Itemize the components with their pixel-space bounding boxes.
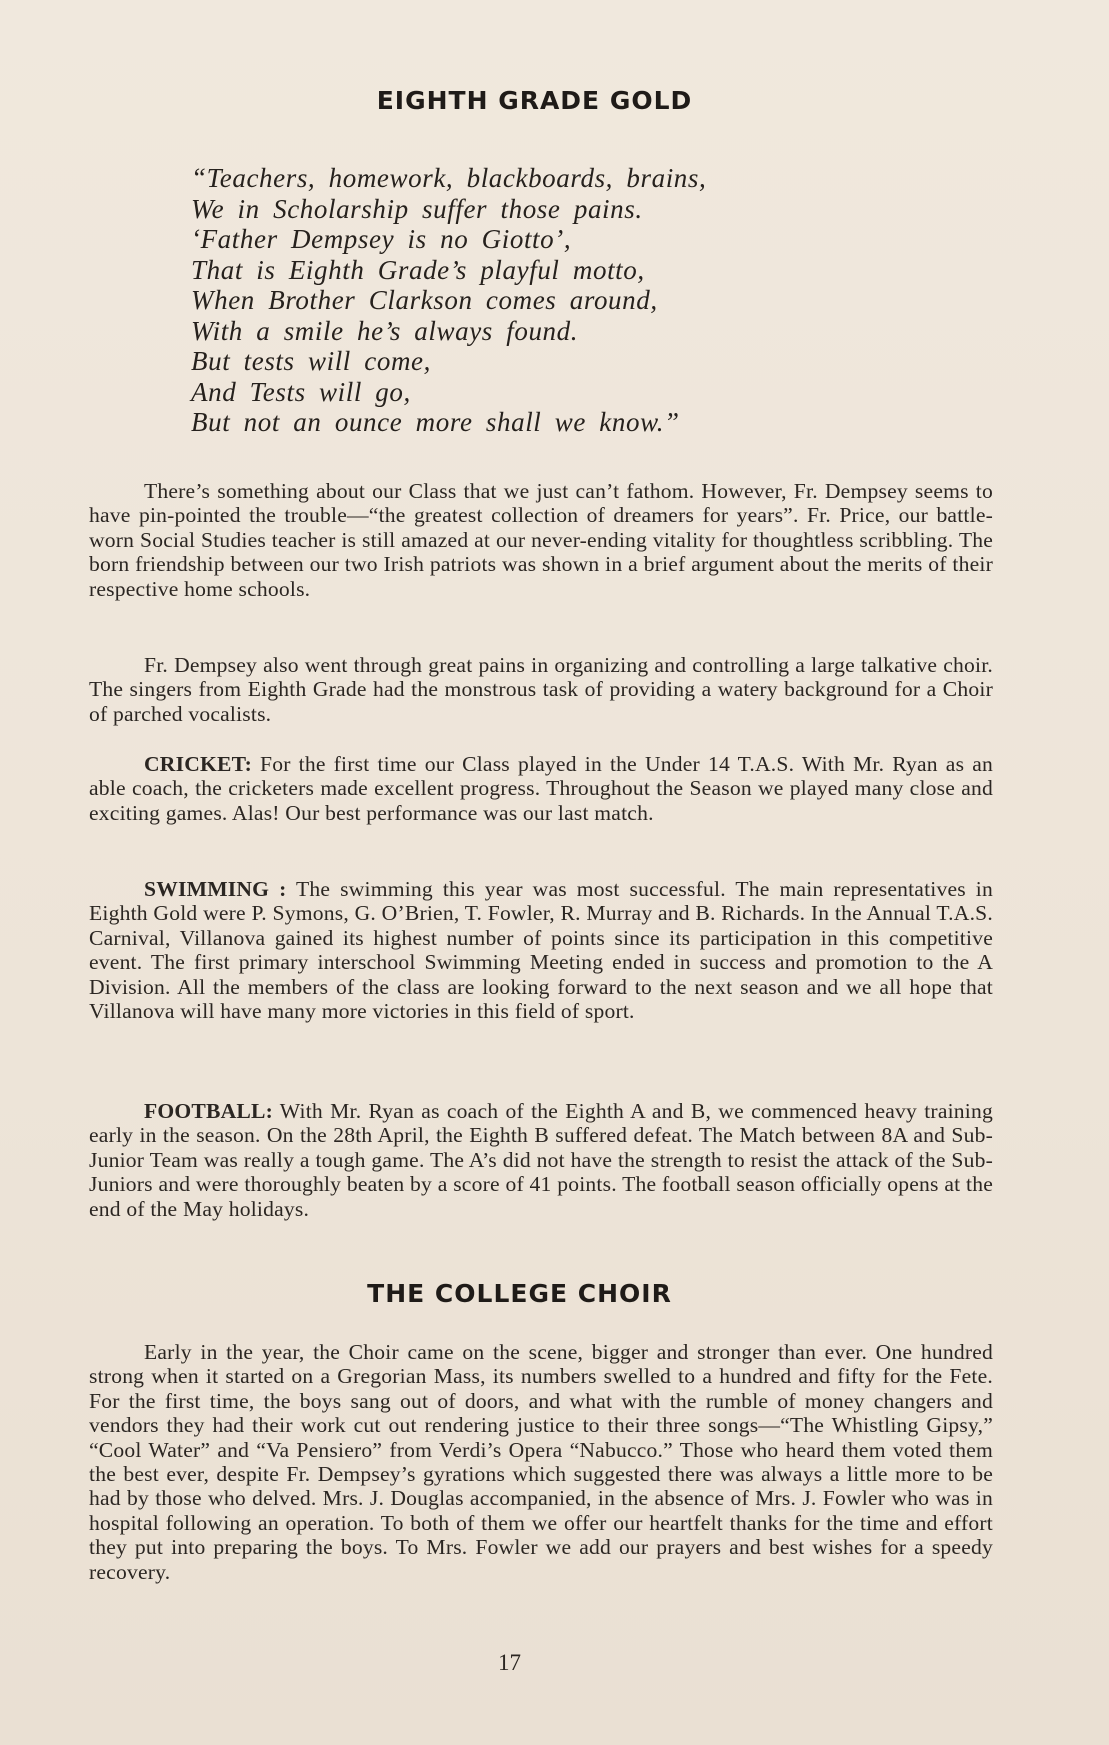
paragraph-cricket bbox=[89, 752, 993, 825]
paragraph-text: There’s something about our Class that we just can’t fathom. However, Fr. Dempsey seems to have pin-pointed the trouble—“the greatest collection of dreamers for years”. Fr. Price, our battle-worn Social Studies teacher is still amazed at our never-ending vitality for thoughtless scribbling. The born friendship between our two Irish patriots was shown in a brief argument about the merits of their respective home schools. bbox=[89, 479, 993, 601]
poem-line: But tests will come, bbox=[191, 346, 431, 376]
poem-line: When Brother Clarkson comes around, bbox=[191, 285, 658, 315]
paragraph-lead-swimming: SWIMMING : bbox=[144, 877, 287, 901]
paragraph-lead-cricket: CRICKET: bbox=[144, 752, 252, 776]
paragraph-college-choir bbox=[89, 1340, 993, 1584]
paragraph-choir-singers bbox=[89, 653, 993, 726]
paragraph-lead-football: FOOTBALL: bbox=[144, 1099, 273, 1123]
poem-line: “Teachers, homework, blackboards, brains, bbox=[191, 163, 707, 193]
poem-line: That is Eighth Grade’s playful motto, bbox=[191, 254, 645, 285]
section-title-college-choir: THE COLLEGE CHOIR bbox=[367, 1279, 672, 1308]
paragraph-text: Early in the year, the Choir came on the scene, bigger and stronger than ever. One hundred strong when it started on a Gregorian Mass, its numbers swelled to a hundred and fifty for the Fete. For the first time, the boys sang out of doors, and what with the rumble of money changers and vendors they had their work cut out rendering justice to their three songs—“The Whistling Gipsy,” “Cool Water” and “Va Pensiero” from Verdi’s Opera “Nabucco.” Those who heard them voted them the best ever, despite Fr. Dempsey’s gyrations which suggested there was always a little more to be had by those who delved. Mrs. J. Douglas accompanied, in the absence of Mrs. J. Fowler who was in hospital following an operation. To both of them we offer our heartfelt thanks for the time and effort they put into preparing the boys. To Mrs. Fowler we add our prayers and best wishes for a speedy recovery. bbox=[89, 1340, 993, 1584]
section-title-eighth-grade-gold: EIGHTH GRADE GOLD bbox=[376, 86, 693, 115]
paragraph-swimming bbox=[89, 877, 993, 1023]
page-number: 17 bbox=[498, 1650, 521, 1675]
paragraph-text: With Mr. Ryan as coach of the Eighth A and B, we commenced heavy training early in the season. On the 28th April, the Eighth B suffered defeat. The Match between 8A and Sub-Junior Team was really a tough game. The A’s did not have the strength to resist the attack of the Sub-Juniors and were thoroughly beaten by a score of 41 points. The football season officially opens at the end of the May holidays. bbox=[89, 1099, 993, 1221]
poem bbox=[191, 163, 706, 438]
paragraph-text: For the first time our Class played in the Under 14 T.A.S. With Mr. Ryan as an able coach, the cricketers made excellent progress. Throughout the Season we played many close and exciting games. Alas! Our best performance was our last match. bbox=[89, 752, 993, 825]
paragraph-class-intro bbox=[89, 479, 993, 601]
paragraph-football bbox=[89, 1099, 993, 1221]
poem-line: ‘Father Dempsey is no Giotto’, bbox=[191, 224, 572, 254]
poem-line: And Tests will go, bbox=[191, 376, 411, 407]
poem-line: We in Scholarship suffer those pains. bbox=[191, 193, 643, 224]
poem-line: With a smile he’s always found. bbox=[191, 315, 579, 346]
paragraph-text: The swimming this year was most successful. The main representatives in Eighth Gold were P. Symons, G. O’Brien, T. Fowler, R. Murray and B. Richards. In the Annual T.A.S. Carnival, Villanova gained its highest number of points since its participation in this competitive event. The first primary interschool Swimming Meeting ended in success and promotion to the A Division. All the members of the class are looking forward to the next season and we all hope that Villanova will have many more victories in this field of sport. bbox=[89, 877, 993, 1024]
paragraph-text: Fr. Dempsey also went through great pains in organizing and controlling a large talkative choir. The singers from Eighth Grade had the monstrous task of providing a watery background for a Choir of parched vocalists. bbox=[89, 653, 993, 726]
poem-line: But not an ounce more shall we know.” bbox=[191, 407, 680, 437]
